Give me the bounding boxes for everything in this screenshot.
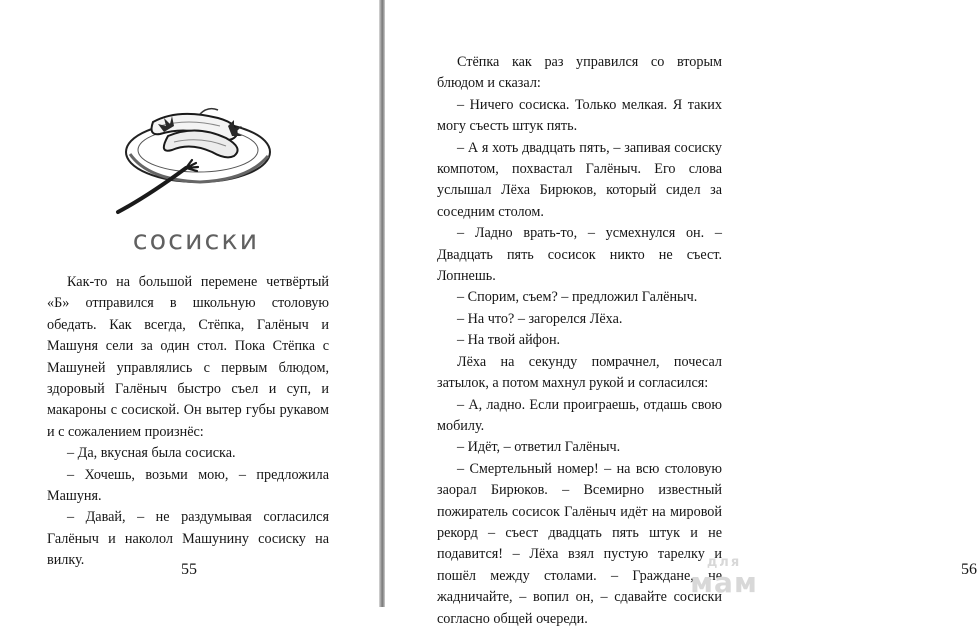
watermark-line-2: мам <box>690 566 758 599</box>
paragraph: – На что? – загорелся Лёха. <box>457 310 623 327</box>
page-number-left: 55 <box>181 561 197 578</box>
paragraph: – Идёт, – ответил Галёныч. <box>457 439 621 456</box>
paragraph: – На твой айфон. <box>457 332 561 349</box>
paragraph: – Давай, – не раздумывая согласился Галёныч и наколол Машунину сосиску на вилку. <box>47 509 329 569</box>
paragraph: – Смертельный номер! – на всю столовую заорал Бирюков. – Всемирно известный пожиратель сосисок Галёныч идёт на мировой рекорд – съест двадцать пять штук и не подавится! – Лёха взял пустую тарелку и пошёл между столами. – Граждане, не жадничайте, – вопил он, – сдавайте сосиски согласно общей очереди. <box>437 460 722 627</box>
paragraph: – Хочешь, возьми мою, – предложила Машуня. <box>47 466 329 505</box>
paragraph: Лёха на секунду помрачнел, почесал затылок, а потом махнул рукой и согласился: <box>437 353 722 392</box>
paragraph: Стёпка как раз управился со вторым блюдом и сказал: <box>437 54 722 92</box>
paragraph: – Ладно врать-то, – усмехнулся он. – Двадцать пять сосисок никто не съест. Лопнешь. <box>437 225 722 285</box>
watermark-line-1: для <box>706 555 742 570</box>
left-page <box>0 0 379 607</box>
sausages-on-plate-illustration <box>108 92 278 222</box>
paragraph: – Да, вкусная была сосиска. <box>67 445 236 462</box>
paragraph: – Ничего сосиска. Только мелкая. Я таких могу съесть штук пять. <box>437 96 722 135</box>
paragraph: – А, ладно. Если проиграешь, отдашь свою мобилу. <box>437 396 722 434</box>
watermark-logo <box>684 556 764 597</box>
right-page-text <box>437 52 722 630</box>
page-number-right: 56 <box>961 561 977 578</box>
chapter-title: сосиски <box>132 225 260 256</box>
left-page-text <box>47 272 329 572</box>
paragraph: – Спорим, съем? – предложил Галёныч. <box>457 289 698 306</box>
paragraph: Как-то на большой перемене четвёртый «Б» отправился в школьную столовую обедать. Как всегда, Стёпка, Галёныч и Машуня сели за один стол. Пока Стёпка с Машуней управлялись с первым блюдом, здоровый Галёныч быстро съел и суп, и макароны с сосиской. Он вытер губы рукавом и с сожалением произнёс: <box>47 274 329 440</box>
paragraph: – А я хоть двадцать пять, – запивая сосиску компотом, похвастал Галёныч. Его слова услышал Лёха Бирюков, который сидел за соседним столом. <box>437 139 722 220</box>
